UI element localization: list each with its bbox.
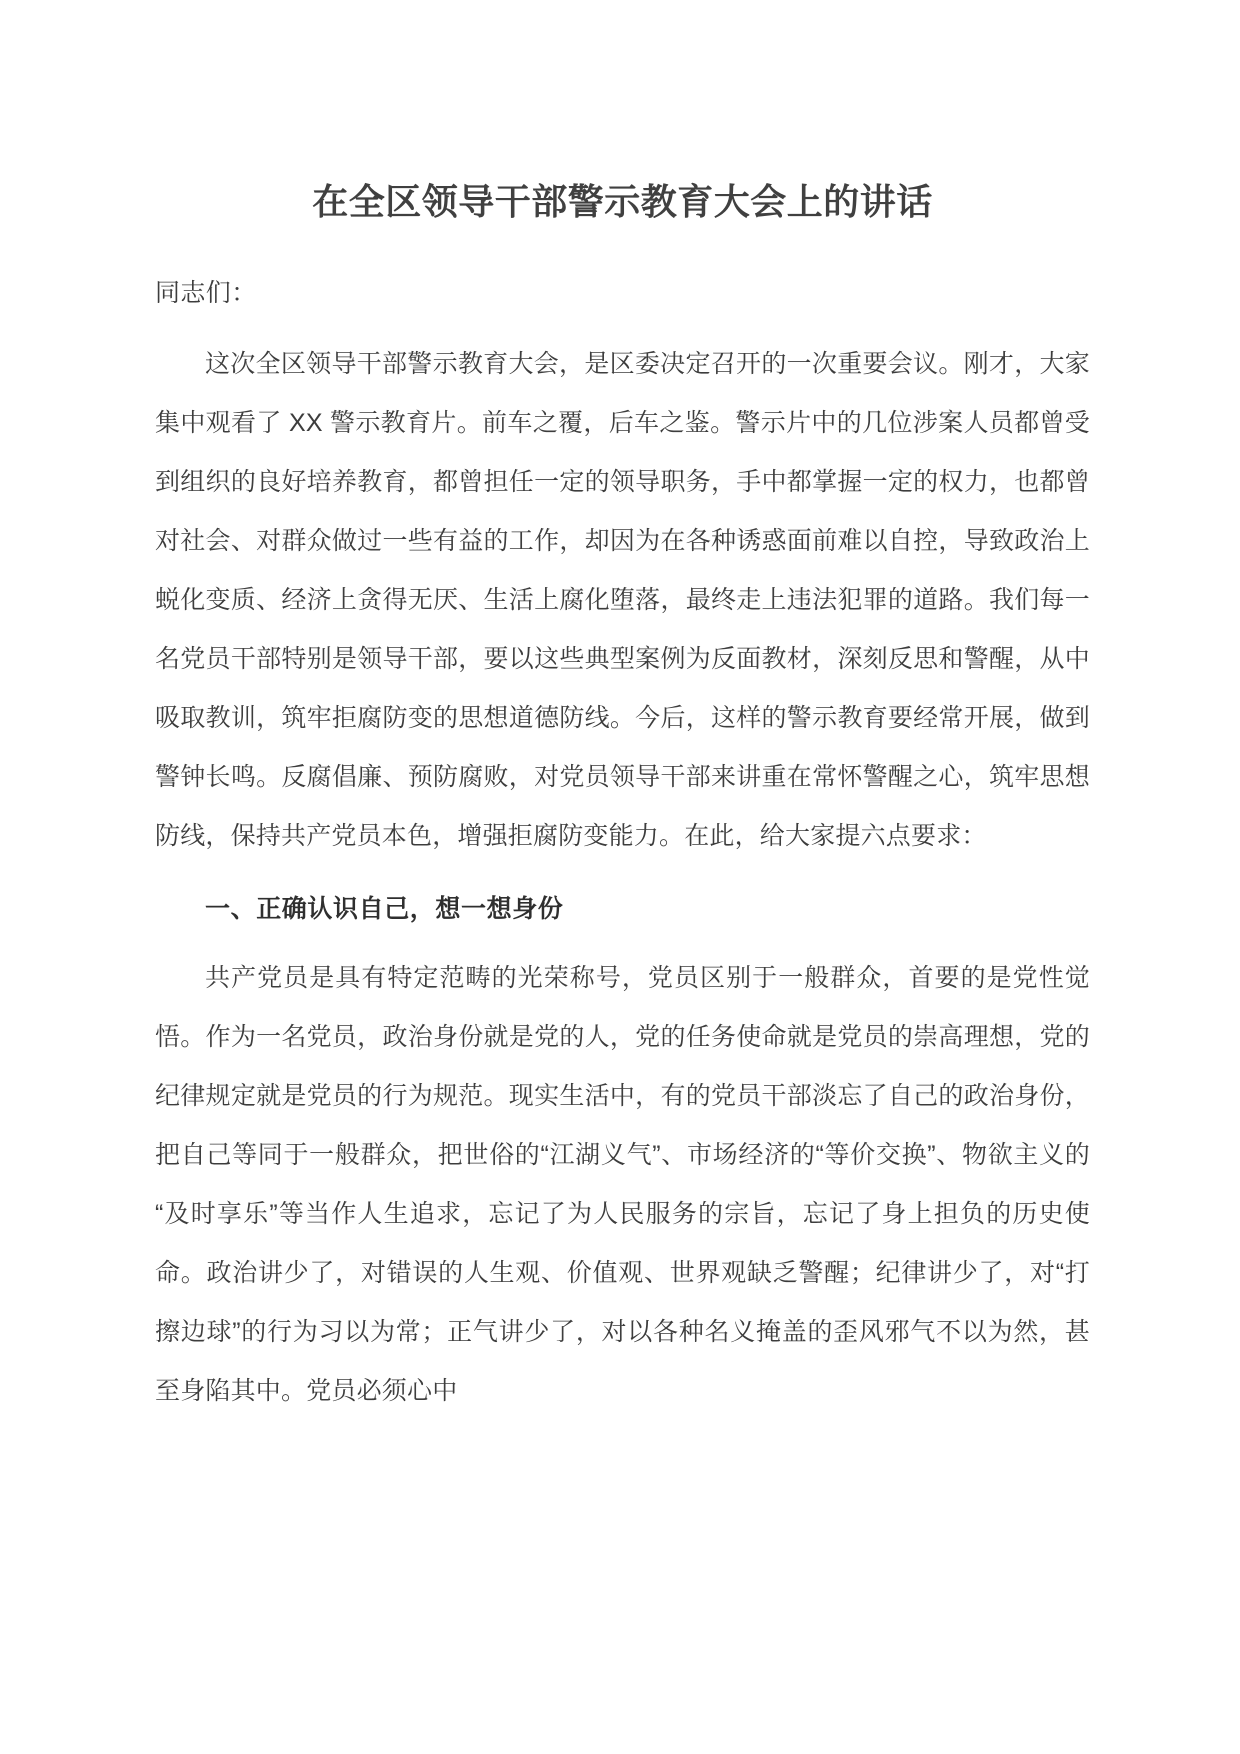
page-title: 在全区领导干部警示教育大会上的讲话 (312, 181, 933, 222)
opening-paragraph: 这次全区领导干部警示教育大会，是区委决定召开的一次重要会议。刚才，大家集中观看了 XX 警示教育片。前车之覆，后车之鉴。警示片中的几位涉案人员都曾受到组织的良好培养教育，都曾担任一定的领导职务，手中都掌握一定的权力，也都曾对社会、对群众做过一些有益的工作，却因为在各种诱惑面前难以自控，导致政治上蜕化变质、经济上贪得无厌、生活上腐化堕落，最终走上违法犯罪的道路。我们每一名党员干部特别是领导干部，要以这些典型案例为反面教材，深刻反思和警醒，从中吸取教训，筑牢拒腐防变的思想道德防线。今后，这样的警示教育要经常开展，做到警钟长鸣。反腐倡廉、预防腐败，对党员领导干部来讲重在常怀警醒之心，筑牢思想防线，保持共产党员本色，增强拒腐防变能力。在此，给大家提六点要求： (155, 349, 1090, 850)
salutation-line: 同志们： (155, 278, 257, 307)
section-one-body-paragraph: 共产党员是具有特定范畴的光荣称号，党员区别于一般群众，首要的是党性觉悟。作为一名党员，政治身份就是党的人，党的任务使命就是党员的崇高理想，党的纪律规定就是党员的行为规范。现实生活中，有的党员干部淡忘了自己的政治身份，把自己等同于一般群众，把世俗的“江湖义气”、市场经济的“等价交换”、物欲主义的“及时享乐”等当作人生追求，忘记了为人民服务的宗旨，忘记了身上担负的历史使命。政治讲少了，对错误的人生观、价值观、世界观缺乏警醒；纪律讲少了，对“打擦边球”的行为习以为常；正气讲少了，对以各种名义掩盖的歪风邪气不以为然，甚至身陷其中。党员必须心中 (155, 963, 1090, 1405)
section-heading-one: 一、正确认识自己，想一想身份 (205, 894, 564, 923)
document-body (155, 0, 1090, 1421)
